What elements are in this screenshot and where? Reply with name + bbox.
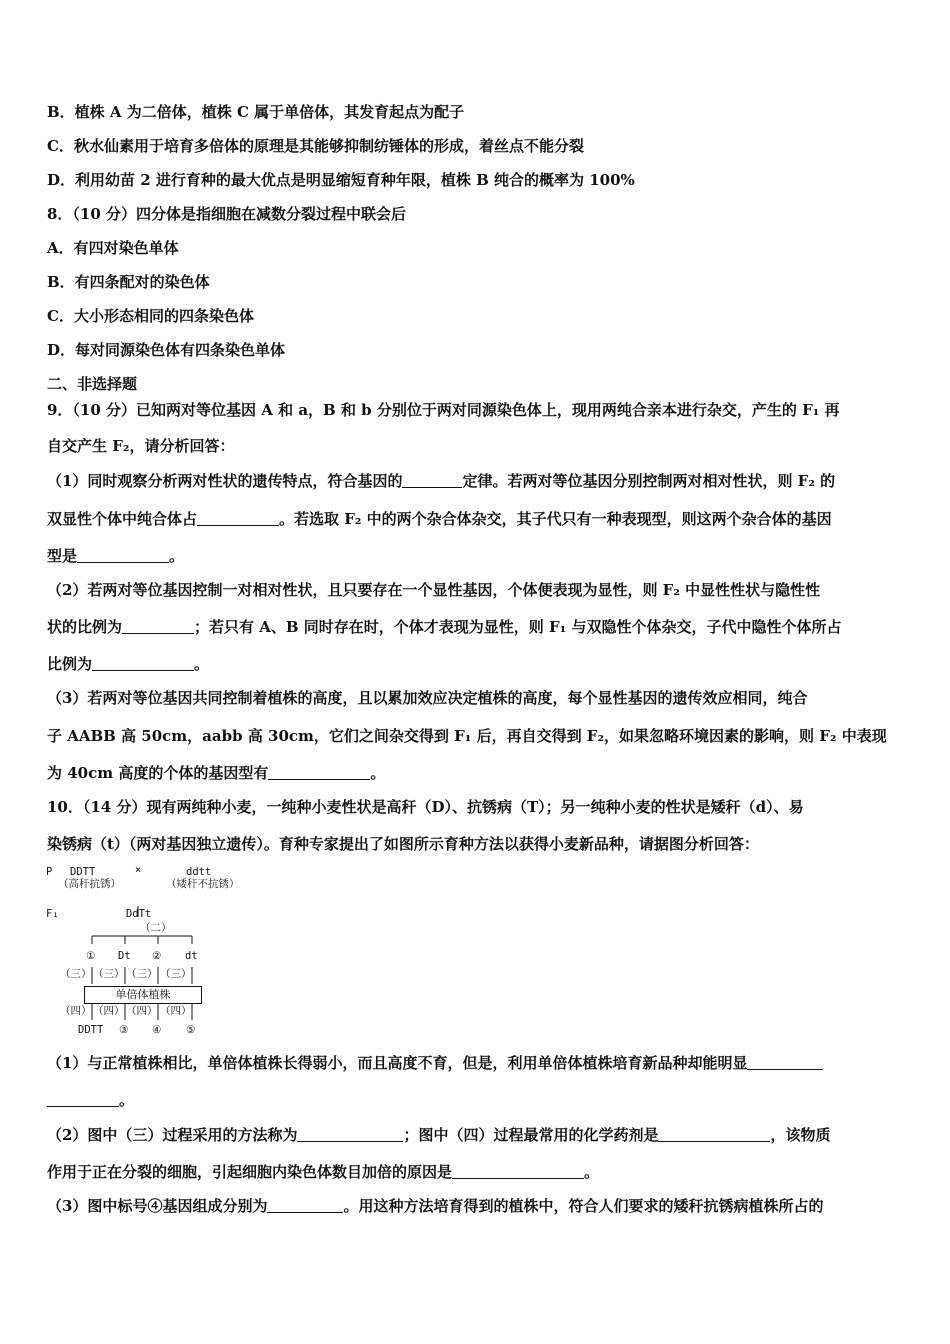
q9-part2-line3 — [47, 654, 907, 674]
step-three-label: （三） — [126, 968, 158, 980]
step-four-label: （四） — [126, 1005, 158, 1017]
q9-part2-line1: （2）若两对等位基因控制一对相对性状，且只要存在一个显性基因，个体便表现为显性，则 F₂ 中显性性状与隐性性 — [47, 581, 821, 599]
breeding-diagram — [44, 862, 274, 1040]
q10-part3-line1 — [47, 1196, 907, 1216]
q9-part1-line2 — [47, 509, 907, 529]
q9-part2-line2 — [47, 617, 907, 637]
text: 型是 — [47, 547, 78, 565]
result-5: ⑤ — [186, 1024, 196, 1036]
answer-blank[interactable] — [268, 765, 370, 780]
q9-part1-line1 — [47, 471, 907, 491]
q9-part1-line3 — [47, 546, 907, 566]
parent1-trait: （高秆抗锈） — [58, 878, 121, 890]
text: 双显性个体中纯合体占 — [47, 510, 198, 528]
q9-part3-line1: （3）若两对等位基因共同控制着植株的高度，且以累加效应决定植株的高度，每个显性基因的遗传效应相同，纯合 — [47, 689, 808, 707]
answer-blank[interactable] — [658, 1127, 770, 1142]
q7-option-b: B．植株 A 为二倍体，植株 C 属于单倍体，其发育起点为配子 — [47, 103, 465, 121]
q9-stem-line2: 自交产生 F₂，请分析回答： — [47, 437, 235, 455]
q8-option-a: A．有四对染色单体 — [47, 239, 179, 257]
parent1-genotype: DDTT — [70, 866, 96, 878]
q7-option-d: D．利用幼苗 2 进行育种的最大优点是明显缩短育种年限，植株 B 纯合的概率为 100% — [47, 171, 635, 189]
step-four-label: （四） — [160, 1005, 192, 1017]
text: ；图中（四）过程最常用的化学药剂是 — [403, 1126, 659, 1144]
answer-blank[interactable] — [47, 1092, 119, 1107]
f1-genotype: DdTt — [126, 908, 152, 920]
text: 。 — [194, 655, 210, 673]
text: （2）图中（三）过程采用的方法称为 — [47, 1126, 298, 1144]
q9-part3-line2: 子 AABB 高 50cm，aabb 高 30cm，它们之间杂交得到 F₁ 后，再自交得到 F₂，如果忽略环境因素的影响，则 F₂ 中表现 — [47, 727, 887, 745]
result-4: ④ — [152, 1024, 162, 1036]
gamete-dt-upper: Dt — [118, 950, 131, 962]
text: 。 — [584, 1163, 600, 1181]
answer-blank[interactable] — [747, 1055, 823, 1070]
parent2-trait: （矮秆不抗锈） — [166, 878, 240, 890]
answer-blank[interactable] — [402, 473, 462, 488]
text: 作用于正在分裂的细胞，引起细胞内染色体数目加倍的原因是 — [47, 1163, 453, 1181]
text: 。 — [370, 764, 386, 782]
answer-blank[interactable] — [267, 1198, 343, 1213]
answer-blank[interactable] — [122, 619, 194, 634]
q10-stem-line1: 10．（14 分）现有两纯种小麦，一纯种小麦性状是高秆（D）、抗锈病（T）；另一纯种小麦的性状是矮秆（d）、易 — [47, 798, 804, 816]
step-three-label: （三） — [60, 968, 92, 980]
text: （1）与正常植株相比，单倍体植株长得弱小，而且高度不育，但是，利用单倍体植株培育新品种却能明显 — [47, 1054, 748, 1072]
text: ，该物质 — [770, 1126, 831, 1144]
text: 。用这种方法培育得到的植株中，符合人们要求的矮秆抗锈病植株所占的 — [343, 1197, 824, 1215]
q7-option-c: C．秋水仙素用于培育多倍体的原理是其能够抑制纺锤体的形成，着丝点不能分裂 — [47, 137, 584, 155]
f1-label: F₁ — [46, 908, 59, 920]
step-four-label: （四） — [93, 1005, 125, 1017]
text: 比例为 — [47, 655, 93, 673]
text: 为 40cm 高度的个体的基因型有 — [47, 764, 269, 782]
q10-part2-line2 — [47, 1162, 907, 1182]
result-3: ③ — [119, 1024, 129, 1036]
answer-blank[interactable] — [452, 1164, 584, 1179]
q8-stem: 8．（10 分）四分体是指细胞在减数分裂过程中联会后 — [47, 205, 407, 223]
step-three-label: （三） — [93, 968, 125, 980]
q10-part1-line1 — [47, 1053, 907, 1073]
q8-option-d: D．每对同源染色体有四条染色单体 — [47, 341, 286, 359]
section-heading: 二、非选择题 — [47, 375, 138, 393]
text: （1）同时观察分析两对性状的遗传特点，符合基因的 — [47, 472, 403, 490]
gamete-dt-lower: dt — [185, 950, 198, 962]
text: 。若选取 F₂ 中的两个杂合体杂交，其子代只有一种表现型，则这两个杂合体的基因 — [279, 510, 832, 528]
gamete-1: ① — [86, 950, 96, 962]
gamete-2: ② — [152, 950, 162, 962]
text: （3）图中标号④基因组成分别为 — [47, 1197, 268, 1215]
text: 。 — [119, 1091, 135, 1109]
answer-blank[interactable] — [77, 548, 169, 563]
text: 。 — [169, 547, 185, 565]
step-four-label: （四） — [60, 1005, 92, 1017]
q9-stem-line1: 9．（10 分）已知两对等位基因 A 和 a，B 和 b 分别位于两对同源染色体上，现用两纯合亲本进行杂交，产生的 F₁ 再 — [47, 401, 840, 419]
q8-option-b: B．有四条配对的染色体 — [47, 273, 210, 291]
haploid-plant-box: 单倍体植株 — [84, 986, 202, 1004]
step-three-label: （三） — [160, 968, 192, 980]
q10-part2-line1 — [47, 1125, 907, 1145]
cross-symbol: × — [135, 864, 142, 876]
answer-blank[interactable] — [92, 656, 194, 671]
q9-part3-line3 — [47, 763, 907, 783]
step-two-label: （二） — [140, 922, 172, 934]
q10-part1-line2 — [47, 1090, 907, 1110]
text: 状的比例为 — [47, 618, 123, 636]
p-label: P — [46, 866, 53, 878]
q10-stem-line2: 染锈病（t）（两对基因独立遗传）。育种专家提出了如图所示育种方法以获得小麦新品种，请据图分析回答： — [47, 835, 759, 853]
answer-blank[interactable] — [197, 511, 279, 526]
result-ddtt: DDTT — [78, 1024, 104, 1036]
q8-option-c: C．大小形态相同的四条染色体 — [47, 307, 254, 325]
parent2-genotype: ddtt — [186, 866, 212, 878]
answer-blank[interactable] — [297, 1127, 403, 1142]
text: 定律。若两对等位基因分别控制两对相对性状，则 F₂ 的 — [462, 472, 836, 490]
text: ；若只有 A、B 同时存在时，个体才表现为显性，则 F₁ 与双隐性个体杂交，子代中隐性个体所占 — [194, 618, 842, 636]
